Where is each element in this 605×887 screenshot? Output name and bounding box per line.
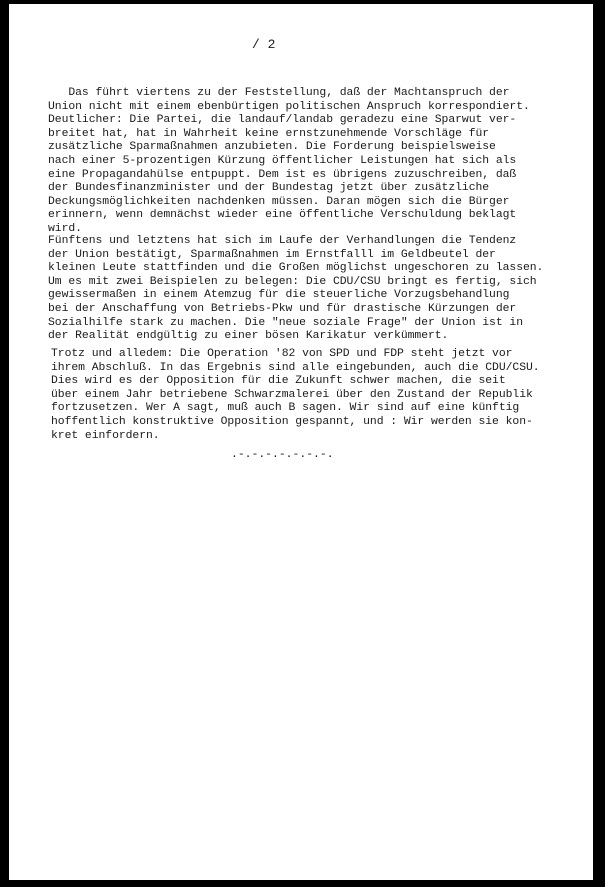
document-page — [9, 4, 593, 880]
text-line: nach einer 5-prozentigen Kürzung öffentlicher Leistungen hat sich als — [48, 154, 517, 167]
text-line: über einem Jahr betriebene Schwarzmalerei über den Zustand der Republik — [51, 388, 533, 401]
text-line: kleinen Leute stattfinden und die Großen möglichst ungeschoren zu lassen. — [48, 262, 544, 275]
text-line: erinnern, wenn demnächst wieder eine öffentliche Verschuldung beklagt — [48, 209, 517, 222]
text-line: hoffentlich konstruktive Opposition gespannt, und : Wir werden sie kon- — [51, 415, 533, 428]
text-line: Das führt viertens zu der Feststellung, daß der Machtanspruch der — [48, 87, 510, 99]
text-line: Trotz und alledem: Die Operation '82 von SPD und FDP steht jetzt vor — [51, 348, 513, 360]
text-line: gewissermaßen in einem Atemzug für die steuerliche Vorzugsbehandlung — [48, 289, 510, 302]
text-line: wird. — [48, 222, 82, 235]
text-line: der Union bestätigt, Sparmaßnahmen im Ernstfalll im Geldbeutel der — [48, 248, 496, 261]
text-line: eine Propagandahülse entpuppt. Dem ist es übrigens zuzuschreiben, daß — [48, 168, 517, 181]
text-line: der Bundesfinanzminister und der Bundestag jetzt über zusätzliche — [48, 182, 490, 195]
text-line: Deutlicher: Die Partei, die landauf/landab geradezu eine Sparwut ver- — [48, 114, 517, 127]
text-line: Um es mit zwei Beispielen zu belegen: Die CDU/CSU bringt es fertig, sich — [48, 275, 537, 288]
text-line: breitet hat, hat in Wahrheit keine ernstzunehmende Vorschläge für — [48, 127, 490, 140]
paragraph-1 — [48, 87, 588, 237]
text-line: fortzusetzen. Wer A sagt, muß auch B sagen. Wir sind auf eine künftig — [51, 402, 520, 415]
text-line: Sozialhilfe stark zu machen. Die "neue soziale Frage" der Union ist in — [48, 316, 523, 329]
paragraph-3 — [51, 348, 591, 443]
text-line: bei der Anschaffung von Betriebs-Pkw und für drastische Kürzungen der — [48, 302, 517, 315]
text-line: zusätzliche Sparmaßnahmen anzubieten. Die Forderung beispielsweise — [48, 141, 496, 154]
text-line: Dies wird es der Opposition für die Zukunft schwer machen, die seit — [51, 375, 506, 388]
text-line: ihrem Abschluß. In das Ergebnis sind alle eingebunden, auch die CDU/CSU. — [51, 361, 540, 374]
paragraph-2 — [48, 235, 588, 344]
end-mark: .-.-.-.-.-.-.-. — [231, 449, 334, 461]
text-line: Fünftens und letztens hat sich im Laufe der Verhandlungen die Tendenz — [48, 235, 517, 247]
text-line: Deckungsmöglichkeiten nachdenken müssen. Daran mögen sich die Bürger — [48, 195, 510, 208]
text-line: kret einfordern. — [51, 429, 160, 442]
text-line: der Realität endgültig zu einer bösen Karikatur verkümmert. — [48, 330, 449, 343]
page-number: / 2 — [252, 37, 276, 52]
text-line: Union nicht mit einem ebenbürtigen politischen Anspruch korrespondiert. — [48, 100, 530, 113]
